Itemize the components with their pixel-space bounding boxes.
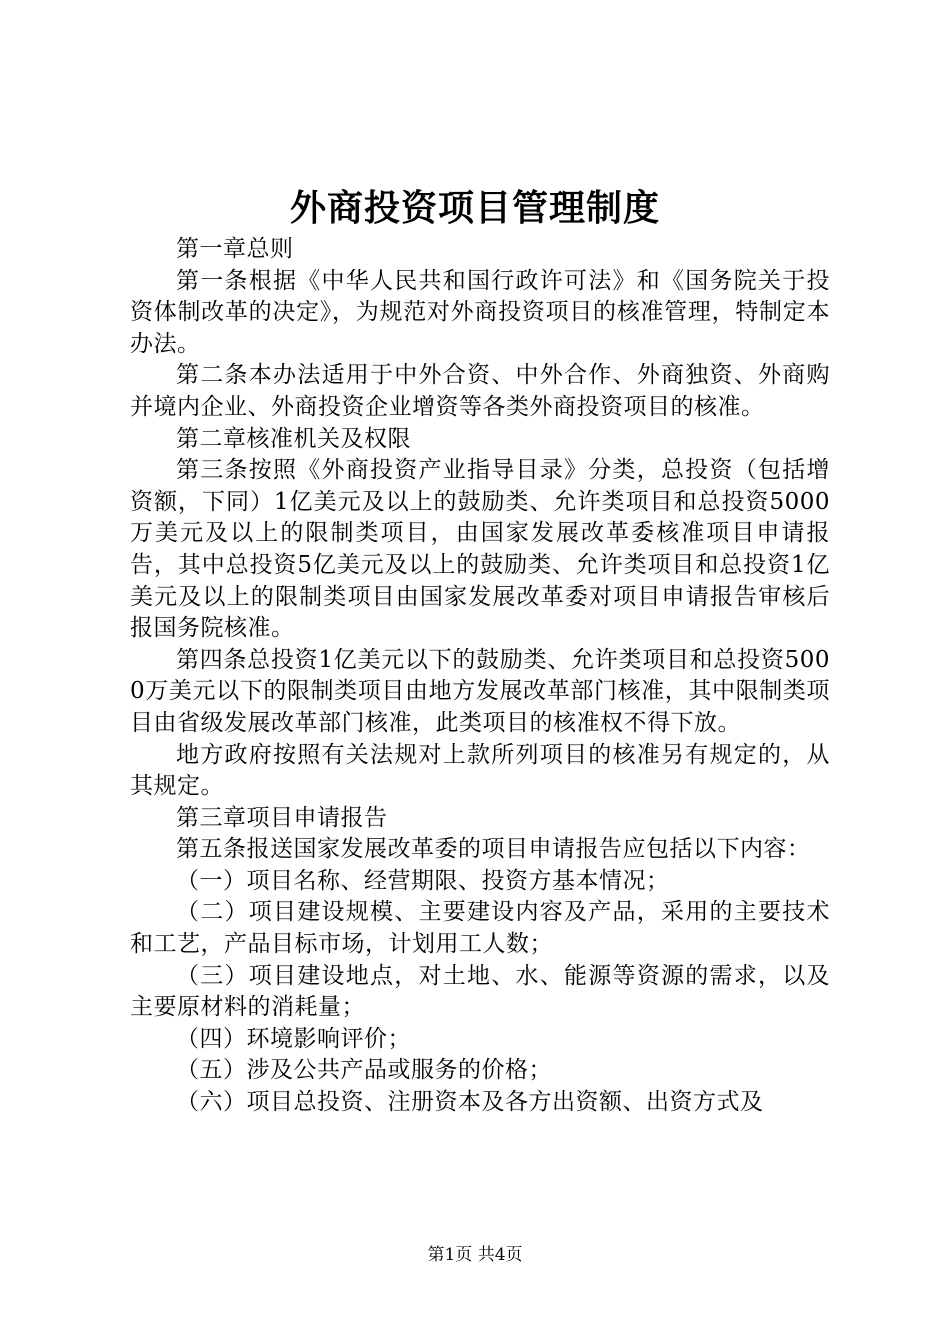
list-item: （五）涉及公共产品或服务的价格； — [176, 1057, 552, 1084]
chapter-heading: 第三章项目申请报告 — [176, 804, 388, 831]
chapter-heading: 第二章核准机关及权限 — [176, 425, 411, 452]
document-title: 外商投资项目管理制度 — [289, 187, 660, 229]
article-paragraph: 第三条按照《外商投资产业指导目录》分类，总投资（包括增资额，下同）1亿美元及以上的鼓励类、允许类项目和总投资5000万美元及以上的限制类项目，由国家发展改革委核准项目申请报告，其中总投资5亿美元及以上的鼓励类、允许类项目和总投资1亿美元及以上的限制类项目由国家发展改革委对项目申请报告审核后报国务院核准。 — [130, 457, 830, 642]
article-paragraph: 第一条根据《中华人民共和国行政许可法》和《国务院关于投资体制改革的决定》，为规范对外商投资项目的核准管理，特制定本办法。 — [130, 267, 830, 357]
list-item: （四）环境影响评价； — [176, 1025, 411, 1052]
article-paragraph: 第四条总投资1亿美元以下的鼓励类、允许类项目和总投资5000万美元以下的限制类项目由地方发展改革部门核准，其中限制类项目由省级发展改革部门核准，此类项目的核准权不得下放。 — [130, 646, 830, 736]
list-item: （二）项目建设规模、主要建设内容及产品，采用的主要技术和工艺，产品目标市场，计划用工人数； — [130, 899, 830, 958]
page-footer: 第1页 共4页 — [427, 1245, 523, 1265]
chapter-heading: 第一章总则 — [176, 236, 294, 262]
list-item: （一）项目名称、经营期限、投资方基本情况； — [176, 867, 670, 894]
article-paragraph: 第二条本办法适用于中外合资、中外合作、外商独资、外商购并境内企业、外商投资企业增资等各类外商投资项目的核准。 — [130, 362, 830, 420]
list-item: （三）项目建设地点，对土地、水、能源等资源的需求，以及主要原材料的消耗量； — [130, 962, 830, 1021]
article-paragraph: 地方政府按照有关法规对上款所列项目的核准另有规定的，从其规定。 — [130, 741, 830, 800]
list-item: （六）项目总投资、注册资本及各方出资额、出资方式及 — [176, 1089, 764, 1116]
article-paragraph: 第五条报送国家发展改革委的项目申请报告应包括以下内容： — [176, 836, 811, 863]
document-body — [130, 234, 830, 1119]
